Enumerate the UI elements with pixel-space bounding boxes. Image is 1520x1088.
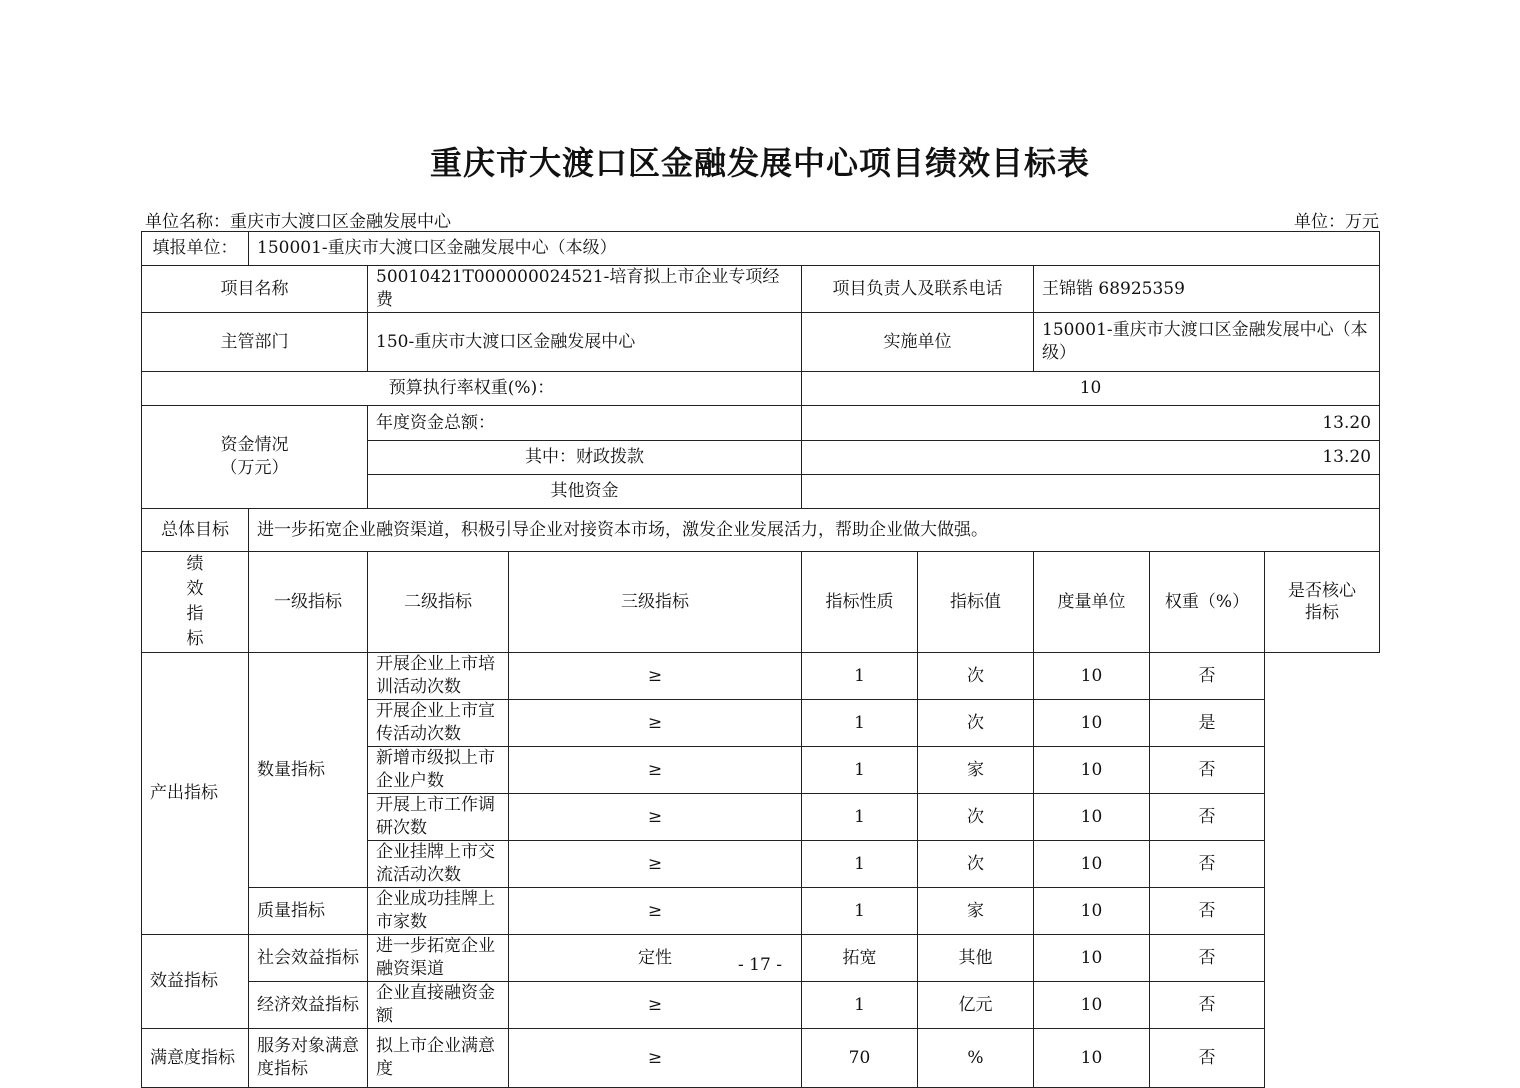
goal: 进一步拓宽企业融资渠道，积极引导企业对接资本市场，激发企业发展活力，帮助企业做大做强。 — [249, 509, 1380, 552]
header-cell: 二级指标 — [368, 552, 509, 653]
is-core-indicator: 否 — [1150, 841, 1265, 888]
owner: 王锦锴 68925359 — [1034, 266, 1380, 313]
is-core-indicator: 否 — [1150, 747, 1265, 794]
indicator-value: 1 — [802, 700, 918, 747]
header-cell: 指标值 — [918, 552, 1034, 653]
indicator-weight: 10 — [1034, 888, 1150, 935]
header-cell: 三级指标 — [509, 552, 802, 653]
level3-indicator: 企业挂牌上市交流活动次数 — [368, 841, 509, 888]
funds-fiscal: 13.20 — [802, 441, 1380, 475]
indicator-unit: 次 — [918, 653, 1034, 700]
table-row — [142, 888, 1380, 935]
level3-indicator: 拟上市企业满意度 — [368, 1029, 509, 1088]
indicator-value: 1 — [802, 888, 918, 935]
owner-label: 项目负责人及联系电话 — [802, 266, 1034, 313]
indicator-weight: 10 — [1034, 841, 1150, 888]
budget-weight-label: 预算执行率权重(%)： — [142, 372, 802, 406]
indicator-nature: ≥ — [509, 1029, 802, 1088]
indicator-weight: 10 — [1034, 700, 1150, 747]
indicator-unit: 家 — [918, 747, 1034, 794]
perf-label: 绩 效 指 标 — [142, 552, 249, 653]
indicator-nature: ≥ — [509, 888, 802, 935]
indicator-unit: % — [918, 1029, 1034, 1088]
header-cell: 度量单位 — [1034, 552, 1150, 653]
level1-indicator: 效益指标 — [142, 935, 249, 1029]
goal-label: 总体目标 — [142, 509, 249, 552]
header-cell: 指标性质 — [802, 552, 918, 653]
level3-indicator: 开展企业上市培训活动次数 — [368, 653, 509, 700]
table-row — [142, 653, 1380, 700]
indicator-value: 1 — [802, 653, 918, 700]
indicator-weight: 10 — [1034, 653, 1150, 700]
indicator-weight: 10 — [1034, 982, 1150, 1029]
indicator-weight: 10 — [1034, 794, 1150, 841]
indicator-nature: ≥ — [509, 653, 802, 700]
dept-label: 主管部门 — [142, 313, 368, 372]
header-cell: 是否核心指标 — [1265, 552, 1380, 653]
is-core-indicator: 否 — [1150, 1029, 1265, 1088]
is-core-indicator: 否 — [1150, 794, 1265, 841]
indicator-value: 1 — [802, 841, 918, 888]
level2-indicator: 质量指标 — [249, 888, 368, 935]
is-core-indicator: 否 — [1150, 982, 1265, 1029]
impl-label: 实施单位 — [802, 313, 1034, 372]
indicator-unit: 次 — [918, 841, 1034, 888]
funds-total: 13.20 — [802, 406, 1380, 441]
indicator-unit: 次 — [918, 794, 1034, 841]
table-row — [142, 1029, 1380, 1088]
page-title: 重庆市大渡口区金融发展中心项目绩效目标表 — [429, 144, 1090, 182]
report-unit-label: 填报单位： — [142, 232, 249, 266]
indicator-value: 1 — [802, 747, 918, 794]
project-name-label: 项目名称 — [142, 266, 368, 313]
budget-weight: 10 — [802, 372, 1380, 406]
level1-indicator: 满意度指标 — [142, 1029, 249, 1088]
is-core-indicator: 否 — [1150, 935, 1265, 982]
impl-unit: 150001-重庆市大渡口区金融发展中心（本级） — [1034, 313, 1380, 372]
indicator-nature: ≥ — [509, 794, 802, 841]
funds-other-label: 其他资金 — [368, 475, 802, 509]
indicator-unit: 其他 — [918, 935, 1034, 982]
indicator-value: 1 — [802, 982, 918, 1029]
level3-indicator: 新增市级拟上市企业户数 — [368, 747, 509, 794]
funds-label: 资金情况（万元） — [142, 406, 368, 509]
indicator-weight: 10 — [1034, 1029, 1150, 1088]
header-cell: 权重（%） — [1150, 552, 1265, 653]
indicator-weight: 10 — [1034, 935, 1150, 982]
unit-name: 单位名称：重庆市大渡口区金融发展中心 — [145, 212, 451, 232]
header-cell: 一级指标 — [249, 552, 368, 653]
indicator-value: 拓宽 — [802, 935, 918, 982]
level3-indicator: 企业直接融资金额 — [368, 982, 509, 1029]
report-unit-value: 150001-重庆市大渡口区金融发展中心（本级） — [249, 232, 1380, 266]
currency-unit: 单位：万元 — [1294, 212, 1379, 232]
level3-indicator: 企业成功挂牌上市家数 — [368, 888, 509, 935]
level2-indicator: 服务对象满意度指标 — [249, 1029, 368, 1088]
project-name: 50010421T000000024521-培育拟上市企业专项经费 — [368, 266, 802, 313]
level2-indicator: 数量指标 — [249, 653, 368, 888]
funds-fiscal-label: 其中：财政拨款 — [368, 441, 802, 475]
indicator-nature: ≥ — [509, 982, 802, 1029]
dept: 150-重庆市大渡口区金融发展中心 — [368, 313, 802, 372]
level1-indicator: 产出指标 — [142, 653, 249, 935]
indicator-nature: 定性 — [509, 935, 802, 982]
indicator-value: 70 — [802, 1029, 918, 1088]
level2-indicator: 经济效益指标 — [249, 982, 368, 1029]
indicator-nature: ≥ — [509, 700, 802, 747]
funds-other — [802, 475, 1380, 509]
indicator-weight: 10 — [1034, 747, 1150, 794]
is-core-indicator: 否 — [1150, 653, 1265, 700]
indicator-unit: 次 — [918, 700, 1034, 747]
is-core-indicator: 否 — [1150, 888, 1265, 935]
level3-indicator: 进一步拓宽企业融资渠道 — [368, 935, 509, 982]
indicator-value: 1 — [802, 794, 918, 841]
indicator-unit: 家 — [918, 888, 1034, 935]
level2-indicator: 社会效益指标 — [249, 935, 368, 982]
indicator-unit: 亿元 — [918, 982, 1034, 1029]
indicator-nature: ≥ — [509, 841, 802, 888]
page-number: - 17 - — [738, 955, 782, 975]
table-row — [142, 982, 1380, 1029]
is-core-indicator: 是 — [1150, 700, 1265, 747]
level3-indicator: 开展企业上市宣传活动次数 — [368, 700, 509, 747]
level3-indicator: 开展上市工作调研次数 — [368, 794, 509, 841]
funds-total-label: 年度资金总额： — [368, 406, 802, 441]
indicator-nature: ≥ — [509, 747, 802, 794]
